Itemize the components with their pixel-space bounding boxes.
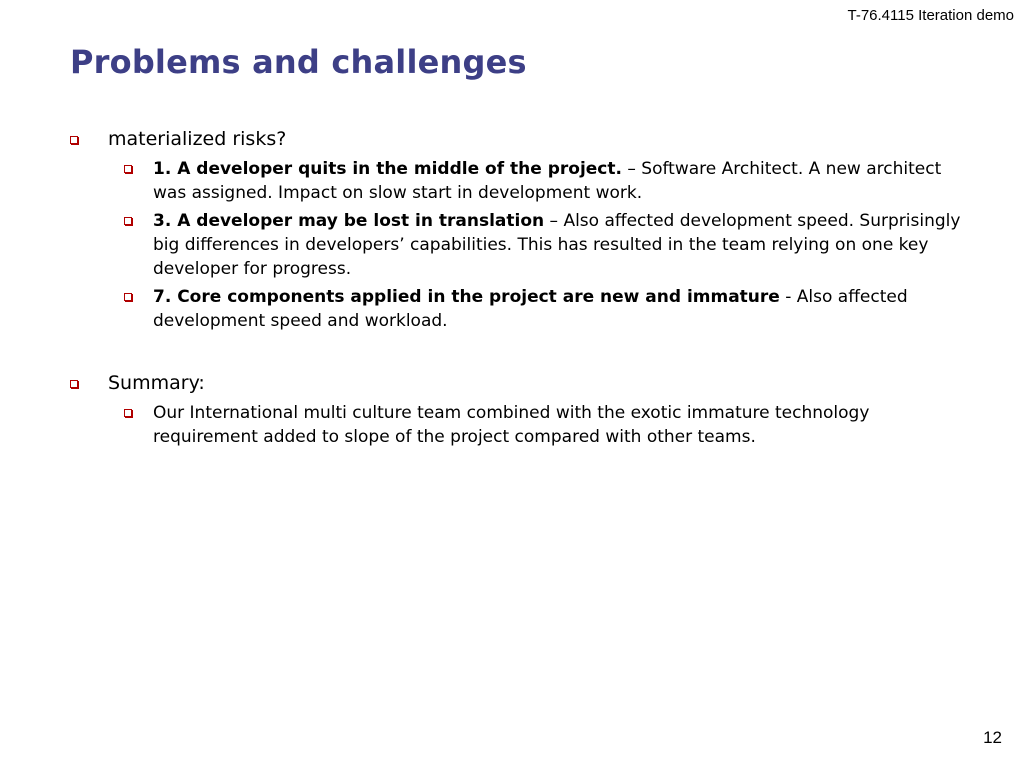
summary-section	[68, 371, 968, 449]
square-bullet-icon	[124, 217, 132, 225]
risk-item	[68, 285, 968, 333]
risk-item-title: 1. A developer quits in the middle of the project.	[153, 159, 622, 179]
square-bullet-icon	[124, 293, 132, 301]
square-bullet-icon	[124, 165, 132, 173]
square-bullet-icon	[124, 409, 132, 417]
risk-item-title: 7. Core components applied in the project are new and immature	[153, 287, 780, 307]
summary-heading: Summary:	[108, 372, 205, 394]
risks-heading: materialized risks?	[108, 128, 287, 150]
risk-item-text	[153, 157, 968, 205]
summary-item	[68, 401, 968, 449]
risk-item-description: – Software Architect. A new architect was assigned. Impact on slow start in development work.	[153, 159, 942, 203]
risk-item	[68, 157, 968, 205]
risk-item-description: – Also affected development speed. Surprisingly big differences in developers’ capabilities. This has resulted in the team relying on one key developer for progress.	[153, 211, 961, 279]
square-bullet-icon	[70, 380, 78, 388]
risk-item-text	[153, 209, 968, 281]
slide-number: 12	[983, 728, 1002, 747]
risks-section	[68, 127, 968, 333]
risk-item-text	[153, 285, 968, 333]
risk-item-title: 3. A developer may be lost in translation	[153, 211, 545, 231]
risk-item	[68, 209, 968, 281]
risks-heading-item	[68, 127, 968, 151]
square-bullet-icon	[70, 136, 78, 144]
summary-item-text: Our International multi culture team combined with the exotic immature technology requirement added to slope of the project compared with other teams.	[153, 403, 870, 447]
risk-item-description: - Also affected development speed and workload.	[153, 287, 908, 331]
header-note: T-76.4115 Iteration demo	[847, 7, 1014, 24]
summary-heading-item	[68, 371, 968, 395]
slide-title: Problems and challenges	[70, 43, 527, 81]
